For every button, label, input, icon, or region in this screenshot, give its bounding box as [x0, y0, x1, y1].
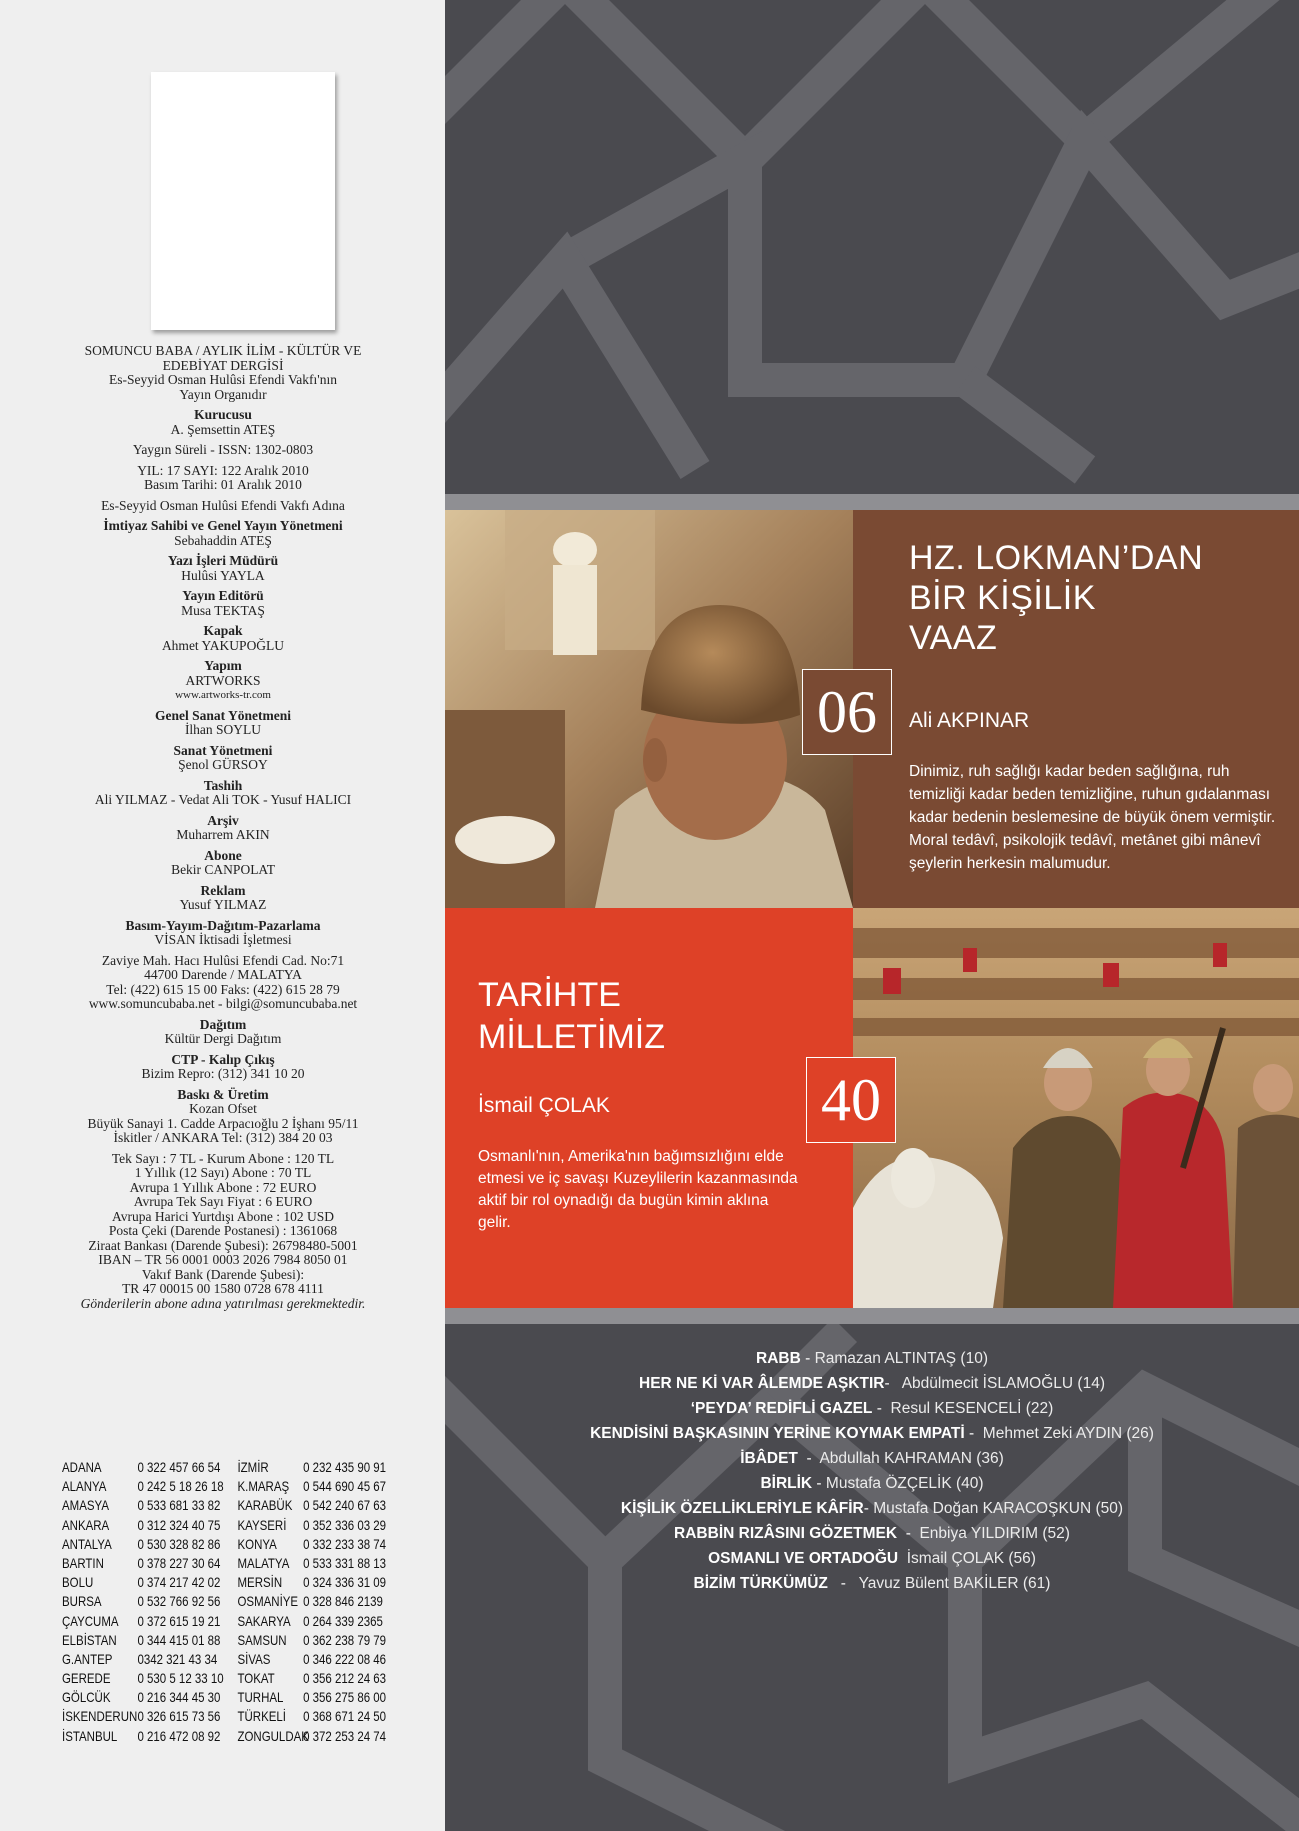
city-phone-row — [62, 1707, 431, 1726]
city-phone: 0 533 331 88 13 — [303, 1554, 387, 1571]
city-name: TOKAT — [237, 1670, 275, 1687]
city-name: ZONGULDAK — [237, 1727, 309, 1744]
price-line: Tek Sayı : 7 TL - Kurum Abone : 120 TL — [111, 1150, 335, 1166]
subscription-name: Bekir CANPOLAT — [171, 862, 275, 877]
city-phone: 0 332 233 38 74 — [303, 1535, 387, 1552]
address-block — [18, 954, 428, 1012]
subscription-block — [18, 849, 428, 878]
feature2-description: Osmanlı'nın, Amerika'nın bağımsızlığını elde etmesi ve iç savaşı Kuzeylilerin kazanmasında aktif bir rol oynadığı da bugün kimin aklına gelir. — [478, 1148, 798, 1231]
toc-title: ‘PEYDA’ REDİFLİ GAZEL — [690, 1400, 873, 1417]
feature1-title-line: VAAZ — [909, 619, 998, 657]
toc-author: Resul KESENCELİ (22) — [890, 1400, 1054, 1417]
city-name: ADANA — [62, 1459, 102, 1475]
magazine-title: SOMUNCU BABA / AYLIK İLİM - KÜLTÜR VE — [84, 343, 362, 358]
art-director-block — [18, 744, 428, 773]
city-phone: 0 356 212 24 63 — [303, 1670, 387, 1687]
production-web: www.artworks-tr.com — [175, 689, 271, 701]
city-name: KAYSERİ — [237, 1516, 287, 1533]
divider-band — [445, 1308, 1299, 1324]
city-name: SAMSUN — [237, 1631, 287, 1648]
divider-band — [445, 494, 1299, 510]
city-name: İSTANBUL — [62, 1727, 118, 1744]
archive-name: Muharrem AKIN — [176, 827, 270, 842]
address-line-1: Zaviye Mah. Hacı Hulûsi Efendi Cad. No:71 — [101, 952, 345, 968]
city-name: KONYA — [237, 1535, 277, 1552]
city-phone: 0 544 690 45 67 — [303, 1478, 387, 1495]
price-block — [18, 1152, 428, 1312]
city-phone: 0 322 457 66 54 — [137, 1459, 221, 1475]
price-line: Avrupa Tek Sayı Fiyat : 6 EURO — [133, 1194, 313, 1209]
print-block — [18, 1088, 428, 1146]
owner-block — [18, 519, 428, 548]
city-name: TÜRKELİ — [237, 1708, 286, 1725]
city-phone: 0 532 766 92 56 — [137, 1593, 221, 1610]
toc-author: Ramazan ALTINTAŞ (10) — [814, 1350, 988, 1367]
city-phone-row — [62, 1516, 431, 1535]
toc-item[interactable] — [445, 1371, 1299, 1396]
city-name: GÖLCÜK — [62, 1689, 111, 1706]
city-phone: 0 264 339 2365 — [303, 1612, 383, 1629]
toc-author: Yavuz Bülent BAKİLER (61) — [858, 1575, 1051, 1592]
production-block — [18, 659, 428, 703]
city-name: TURHAL — [237, 1689, 284, 1706]
founder-name: A. Şemsettin ATEŞ — [170, 421, 276, 437]
cover-credit-name: Ahmet YAKUPOĞLU — [161, 637, 285, 653]
city-phone-row — [62, 1496, 431, 1515]
city-phone-row — [62, 1592, 431, 1611]
print-line-2: Büyük Sanayi 1. Cadde Arpacıoğlu 2 İşhanı 95/11 — [87, 1115, 359, 1131]
distribution-label: Dağıtım — [199, 1016, 247, 1032]
city-phone-row — [62, 1727, 431, 1746]
production-label: Yapım — [204, 658, 242, 673]
feature1-title-line: BİR KİŞİLİK — [909, 579, 1096, 617]
distribution-block — [18, 1018, 428, 1047]
price-line: Ziraat Bankası (Darende Şubesi): 26798480-5001 — [88, 1237, 358, 1253]
city-phone: 0 312 324 40 75 — [137, 1516, 221, 1533]
city-name: KARABÜK — [237, 1497, 293, 1514]
magazine-cover-placeholder — [151, 72, 335, 330]
toc-separator: - — [800, 1350, 815, 1367]
city-name: İZMİR — [237, 1459, 269, 1475]
city-name: ANKARA — [62, 1516, 110, 1533]
address-line-2: 44700 Darende / MALATYA — [144, 967, 302, 982]
city-phone: 0342 321 43 34 — [137, 1650, 218, 1667]
toc-separator: - — [964, 1425, 983, 1442]
city-phone-row — [62, 1631, 431, 1650]
toc-title: KENDİSİNİ BAŞKASININ YERİNE KOYMAK EMPATİ — [590, 1425, 965, 1442]
city-name: BARTIN — [62, 1554, 104, 1571]
ads-block — [18, 884, 428, 913]
city-phone-row — [62, 1477, 431, 1496]
toc-author: Mustafa Doğan KARACOŞKUN (50) — [873, 1500, 1124, 1517]
city-name: ALANYA — [62, 1478, 107, 1495]
issn-line: Yaygın Süreli - ISSN: 1302-0803 — [132, 442, 314, 457]
city-phone: 0 372 615 19 21 — [137, 1612, 221, 1629]
magazine-title-block — [18, 344, 428, 402]
city-name: OSMANİYE — [237, 1593, 299, 1610]
distribution-name: Kültür Dergi Dağıtım — [164, 1031, 282, 1046]
city-name: K.MARAŞ — [237, 1478, 290, 1495]
art-director-name: Şenol GÜRSOY — [178, 757, 268, 772]
toc-title: BİZİM TÜRKÜMÜZ — [693, 1575, 828, 1592]
editor-block — [18, 554, 428, 583]
city-phone-row — [62, 1650, 431, 1669]
toc-author: Abdullah KAHRAMAN (36) — [819, 1450, 1004, 1467]
price-line: TR 47 00015 00 1580 0728 678 4111 — [122, 1281, 324, 1296]
city-phone-row — [62, 1573, 431, 1592]
city-phone-row — [62, 1612, 431, 1631]
city-name: İSKENDERUN — [62, 1708, 138, 1725]
marketing-block — [18, 919, 428, 948]
city-name: ÇAYCUMA — [62, 1612, 119, 1629]
table-of-contents — [445, 1346, 1299, 1596]
production-name: ARTWORKS — [185, 672, 261, 688]
print-label: Baskı & Üretim — [177, 1086, 269, 1102]
feature2-title[interactable] — [478, 974, 665, 1058]
toc-title: İBÂDET — [740, 1450, 798, 1467]
founder-label: Kurucusu — [194, 407, 252, 422]
city-name: MERSİN — [237, 1574, 283, 1591]
feature1-page-number: 06 — [802, 669, 892, 755]
price-line: Vakıf Bank (Darende Şubesi): — [141, 1266, 305, 1282]
toc-author: Abdülmecit İSLAMOĞLU (14) — [901, 1375, 1105, 1392]
toc-title: HER NE Kİ VAR ÂLEMDE AŞKTIR — [639, 1375, 885, 1392]
city-phone: 0 346 222 08 46 — [303, 1650, 387, 1667]
city-phone: 0 242 5 18 26 18 — [137, 1478, 224, 1495]
masthead-column — [0, 0, 445, 1831]
city-phone: 0 374 217 42 02 — [137, 1574, 221, 1591]
price-line: Posta Çeki (Darende Postanesi) : 1361068 — [108, 1223, 338, 1238]
city-phone-row — [62, 1688, 431, 1707]
ctp-block — [18, 1053, 428, 1082]
proof-block — [18, 779, 428, 808]
toc-title: RABBİN RIZÂSINI GÖZETMEK — [674, 1525, 898, 1542]
masthead-info — [18, 344, 428, 1317]
city-phone: 0 344 415 01 88 — [137, 1631, 221, 1648]
city-name: AMASYA — [62, 1497, 109, 1514]
issue-block — [18, 464, 428, 493]
toc-item[interactable] — [445, 1471, 1299, 1496]
city-name: ELBİSTAN — [62, 1631, 117, 1648]
city-name: SAKARYA — [237, 1612, 291, 1629]
toc-author: İsmail ÇOLAK (56) — [906, 1550, 1036, 1567]
city-phone-row — [62, 1535, 431, 1554]
cover-credit-block — [18, 624, 428, 653]
price-line: Avrupa Harici Yurtdışı Abone : 102 USD — [112, 1208, 334, 1224]
toc-item[interactable] — [445, 1571, 1299, 1596]
archive-label: Arşiv — [207, 812, 239, 828]
pub-editor-name: Musa TEKTAŞ — [181, 602, 265, 618]
toc-author: Mehmet Zeki AYDIN (26) — [982, 1425, 1154, 1442]
city-phone: 0 232 435 90 91 — [303, 1459, 387, 1475]
feature2-author: İsmail ÇOLAK — [478, 1094, 610, 1117]
city-phone: 0 368 671 24 50 — [303, 1708, 387, 1725]
city-phone: 0 530 5 12 33 10 — [137, 1670, 224, 1687]
pub-editor-label: Yayın Editörü — [182, 588, 264, 603]
feature2-title-line: MİLLETİMİZ — [478, 1018, 666, 1056]
magazine-title-2: EDEBİYAT DERGİSİ — [162, 357, 284, 373]
pub-editor-block — [18, 589, 428, 618]
feature2-title-line: TARİHTE — [478, 976, 621, 1014]
city-name: SİVAS — [237, 1650, 271, 1667]
city-phone: 0 533 681 33 82 — [137, 1497, 221, 1514]
toc-author: Mustafa ÖZÇELİK (40) — [825, 1475, 984, 1492]
city-name: G.ANTEP — [62, 1650, 113, 1667]
proof-names: Ali YILMAZ - Vedat Ali TOK - Yusuf HALICI — [94, 792, 352, 807]
ctp-label: CTP - Kalıp Çıkış — [171, 1051, 275, 1067]
editor-name: Hulûsi YAYLA — [181, 567, 265, 583]
art-director-gen-name: İlhan SOYLU — [184, 722, 262, 737]
city-name: BURSA — [62, 1593, 102, 1610]
art-director-gen-label: Genel Sanat Yönetmeni — [155, 707, 291, 723]
editor-label: Yazı İşleri Müdürü — [167, 553, 279, 568]
city-phone: 0 352 336 03 29 — [303, 1516, 387, 1533]
art-director-label: Sanat Yönetmeni — [173, 742, 273, 758]
web-line: www.somuncubaba.net - bilgi@somuncubaba.net — [88, 996, 358, 1011]
subscription-label: Abone — [204, 847, 242, 863]
price-line: Avrupa 1 Yıllık Abone : 72 EURO — [129, 1179, 317, 1195]
city-name: ANTALYA — [62, 1535, 112, 1552]
feature-photo-ottoman-army — [853, 908, 1299, 1308]
feature1-title-line: HZ. LOKMAN’DAN — [909, 539, 1204, 577]
toc-separator: - — [827, 1575, 859, 1592]
toc-separator: - — [812, 1475, 826, 1492]
city-phone: 0 356 275 86 00 — [303, 1689, 387, 1706]
ads-label: Reklam — [200, 882, 246, 898]
cover-credit-label: Kapak — [203, 623, 243, 638]
founder-block — [18, 408, 428, 437]
city-name: MALATYA — [237, 1554, 290, 1571]
toc-item[interactable] — [445, 1446, 1299, 1471]
toc-separator: - — [872, 1400, 891, 1417]
city-phone: 0 328 846 2139 — [303, 1593, 383, 1610]
toc-separator: - — [797, 1450, 820, 1467]
city-phone: 0 324 336 31 09 — [303, 1574, 387, 1591]
toc-item[interactable] — [445, 1421, 1299, 1446]
toc-title: OSMANLI VE ORTADOĞU — [708, 1550, 899, 1567]
toc-item[interactable] — [445, 1396, 1299, 1421]
city-phone: 0 216 344 45 30 — [137, 1689, 221, 1706]
ads-name: Yusuf YILMAZ — [179, 897, 267, 912]
city-name: BOLU — [62, 1574, 94, 1591]
price-line: IBAN – TR 56 0001 0003 2026 7984 8050 01 — [98, 1252, 348, 1267]
toc-item[interactable] — [445, 1521, 1299, 1546]
toc-title: BİRLİK — [760, 1475, 813, 1492]
toc-item[interactable] — [445, 1546, 1299, 1571]
feature1-author: Ali AKPINAR — [909, 709, 1030, 732]
city-phone: 0 216 472 08 92 — [137, 1727, 221, 1744]
feature1-description: Dinimiz, ruh sağlığı kadar beden sağlığına, ruh temizliği kadar beden temizliğine, ruhun gıdalanması kadar bedenin beslemesine de büyük önem vermiştir. Moral tedâvî, psikolojik tedâvî, metânet gibi mânevî şeylerin herkesin malumudur. — [909, 763, 1276, 872]
toc-item[interactable] — [445, 1496, 1299, 1521]
city-phone-list — [62, 1458, 434, 1746]
contents-panel — [445, 0, 1299, 1831]
city-phone-row — [62, 1669, 431, 1688]
feature1-title[interactable] — [909, 538, 1203, 658]
city-name: GEREDE — [62, 1670, 111, 1687]
subscription-note: Gönderilerin abone adına yatırılması gerekmektedir. — [80, 1295, 366, 1311]
toc-item[interactable] — [445, 1346, 1299, 1371]
toc-separator: - — [897, 1525, 920, 1542]
toc-title: RABB — [756, 1350, 801, 1367]
toc-separator: - — [884, 1375, 902, 1392]
toc-author: Enbiya YILDIRIM (52) — [919, 1525, 1070, 1542]
toc-title: KİŞİLİK ÖZELLİKLERİYLE KÂFİR — [620, 1500, 864, 1517]
city-phone: 0 326 615 73 56 — [137, 1708, 221, 1725]
owner-name: Sebahaddin ATEŞ — [174, 532, 272, 548]
marketing-name: VİSAN İktisadi İşletmesi — [154, 932, 292, 947]
print-line-1: Kozan Ofset — [189, 1101, 257, 1116]
city-phone: 0 378 227 30 64 — [137, 1554, 221, 1571]
marketing-label: Basım-Yayım-Dağıtım-Pazarlama — [125, 917, 321, 933]
proof-label: Tashih — [203, 777, 243, 793]
city-phone: 0 530 328 82 86 — [137, 1535, 221, 1552]
art-director-gen-block — [18, 709, 428, 738]
toc-separator — [898, 1550, 907, 1567]
feature2-page-number: 40 — [806, 1057, 896, 1143]
org-line: Es-Seyyid Osman Hulûsi Efendi Vakfı'nın — [109, 372, 337, 387]
archive-block — [18, 814, 428, 843]
ctp-name: Bizim Repro: (312) 341 10 20 — [141, 1066, 305, 1081]
city-phone: 0 372 253 24 74 — [303, 1727, 387, 1744]
city-phone-row — [62, 1458, 431, 1477]
print-date: Basım Tarihi: 01 Aralık 2010 — [144, 477, 302, 492]
phone-line: Tel: (422) 615 15 00 Faks: (422) 615 28 79 — [106, 981, 340, 997]
owner-label: İmtiyaz Sahibi ve Genel Yayın Yönetmeni — [103, 518, 343, 533]
city-phone: 0 362 238 79 79 — [303, 1631, 387, 1648]
on-behalf-line: Es-Seyyid Osman Hulûsi Efendi Vakfı Adına — [101, 497, 345, 513]
feature-photo-praying-man — [445, 510, 853, 908]
city-phone-row — [62, 1554, 431, 1573]
city-phone: 0 542 240 67 63 — [303, 1497, 387, 1514]
org-line-2: Yayın Organıdır — [179, 386, 267, 402]
print-line-3: İskitler / ANKARA Tel: (312) 384 20 03 — [113, 1130, 333, 1145]
toc-separator: - — [863, 1500, 874, 1517]
issue-line: YIL: 17 SAYI: 122 Aralık 2010 — [137, 462, 309, 478]
price-line: 1 Yıllık (12 Sayı) Abone : 70 TL — [134, 1165, 312, 1180]
